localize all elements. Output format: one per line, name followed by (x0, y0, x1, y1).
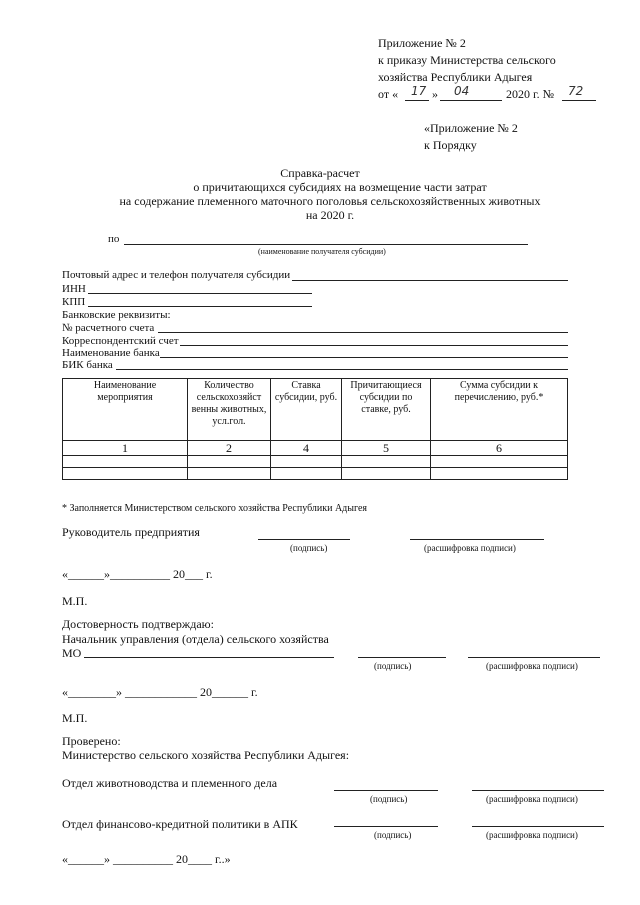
manager-decode-caption: (расшифровка подписи) (424, 543, 516, 553)
table-header-cell: Наименование мероприятия (63, 379, 188, 441)
footnote: * Заполняется Министерством сельского хозяйства Республики Адыгея (62, 503, 367, 514)
recipient-line (124, 244, 528, 245)
table-cell (63, 456, 188, 468)
title-line2: о причитающихся субсидиях на возмещение части затрат (193, 180, 487, 194)
header-line3: хозяйства Республики Адыгея (378, 70, 533, 84)
field-kpp-line (88, 306, 312, 307)
confirm-sign-caption: (подпись) (374, 661, 412, 671)
confirm-label1: Достоверность подтверждаю: (62, 617, 214, 631)
manager-label: Руководитель предприятия (62, 525, 200, 539)
field-bank-name-label: Наименование банка (62, 347, 160, 359)
checked-dept2-sign-line (334, 826, 438, 827)
table-row (63, 468, 568, 480)
table-cell (271, 468, 342, 480)
header-day-underline (405, 100, 429, 101)
title-line1: Справка-расчет (280, 166, 360, 180)
confirm-label2: Начальник управления (отдела) сельского хозяйства (62, 632, 329, 646)
field-address-line (292, 280, 568, 281)
table-header-cell: Причитающиеся субсидии по ставке, руб. (342, 379, 431, 441)
table-cell (342, 468, 431, 480)
table-header-cell: Ставка субсидии, руб. (271, 379, 342, 441)
checked-dept1-sign-caption: (подпись) (370, 794, 408, 804)
field-inn-label: ИНН (62, 283, 86, 295)
confirm-decode-caption: (расшифровка подписи) (486, 661, 578, 671)
title-line3: на содержание племенного маточного поголовья сельскохозяйственных животных (119, 194, 541, 208)
header-number: 72 (568, 84, 584, 98)
header-year-text: 2020 г. № (506, 87, 555, 101)
header-line1: Приложение № 2 (378, 36, 466, 50)
field-account-line (158, 332, 568, 333)
field-inn-line (88, 293, 312, 294)
checked-dept1-decode-line (472, 790, 604, 791)
checked-dept2: Отдел финансово-кредитной политики в АПК (62, 817, 298, 831)
field-corr-account-line (180, 345, 568, 346)
field-address-label: Почтовый адрес и телефон получателя субсидии (62, 269, 291, 281)
recipient-caption: (наименование получателя субсидии) (258, 247, 386, 256)
table-cell: 2 (188, 441, 271, 456)
checked-date-line: «______» __________ 20____ г..» (62, 852, 231, 866)
header-day: 17 (411, 84, 427, 98)
checked-label2: Министерство сельского хозяйства Республики Адыгея: (62, 748, 350, 762)
confirm-mo-line (84, 657, 334, 658)
table-header-cell: Сумма субсидии к перечислению, руб.* (431, 379, 568, 441)
header-month: 04 (454, 84, 470, 98)
header-line2: к приказу Министерства сельского (378, 53, 556, 67)
table-cell (271, 456, 342, 468)
confirm-sign-line (358, 657, 446, 658)
subheader-line2: к Порядку (424, 138, 477, 152)
field-bik-line (116, 369, 568, 370)
confirm-stamp: М.П. (62, 711, 88, 725)
table-cell (431, 468, 568, 480)
table-cell: 4 (271, 441, 342, 456)
table-cell: 6 (431, 441, 568, 456)
manager-decode-line (410, 539, 544, 540)
table-row (63, 456, 568, 468)
checked-dept2-decode-line (472, 826, 604, 827)
checked-dept1-decode-caption: (расшифровка подписи) (486, 794, 578, 804)
subsidy-table (62, 378, 568, 480)
manager-date-line: «______»__________ 20___ г. (62, 567, 213, 581)
table-cell (188, 468, 271, 480)
header-date-prefix: от « (378, 87, 399, 101)
field-bank-name-line (160, 357, 568, 358)
field-account-label: № расчетного счета (62, 322, 155, 334)
checked-dept2-decode-caption: (расшифровка подписи) (486, 830, 578, 840)
table-cell (63, 468, 188, 480)
manager-sign-line (258, 539, 350, 540)
confirm-date-line: «________» ____________ 20______ г. (62, 685, 258, 699)
table-cell (342, 456, 431, 468)
table-cell (431, 456, 568, 468)
checked-dept1-sign-line (334, 790, 438, 791)
header-date-mid: » (432, 87, 438, 101)
table-header-cell: Количество сельскохозяйст венны животных, усл.гол. (188, 379, 271, 441)
table-cell: 1 (63, 441, 188, 456)
confirm-decode-line (468, 657, 600, 658)
confirm-mo: МО (62, 646, 82, 660)
header-number-underline (562, 100, 596, 101)
table-row (63, 441, 568, 456)
manager-sign-caption: (подпись) (290, 543, 328, 553)
title-line4: на 2020 г. (305, 208, 355, 222)
checked-dept2-sign-caption: (подпись) (374, 830, 412, 840)
field-corr-account-label: Корреспондентский счет (62, 335, 179, 347)
header-month-underline (440, 100, 502, 101)
checked-dept1: Отдел животноводства и племенного дела (62, 776, 278, 790)
checked-label1: Проверено: (62, 734, 121, 748)
table-cell (188, 456, 271, 468)
recipient-prefix: по (108, 233, 120, 245)
field-kpp-label: КПП (62, 296, 86, 308)
table-header-row (63, 379, 568, 441)
field-bik-label: БИК банка (62, 359, 113, 371)
field-bank-details-label: Банковские реквизиты: (62, 309, 171, 321)
manager-stamp: М.П. (62, 594, 88, 608)
subheader-line1: «Приложение № 2 (424, 121, 518, 135)
table-cell: 5 (342, 441, 431, 456)
